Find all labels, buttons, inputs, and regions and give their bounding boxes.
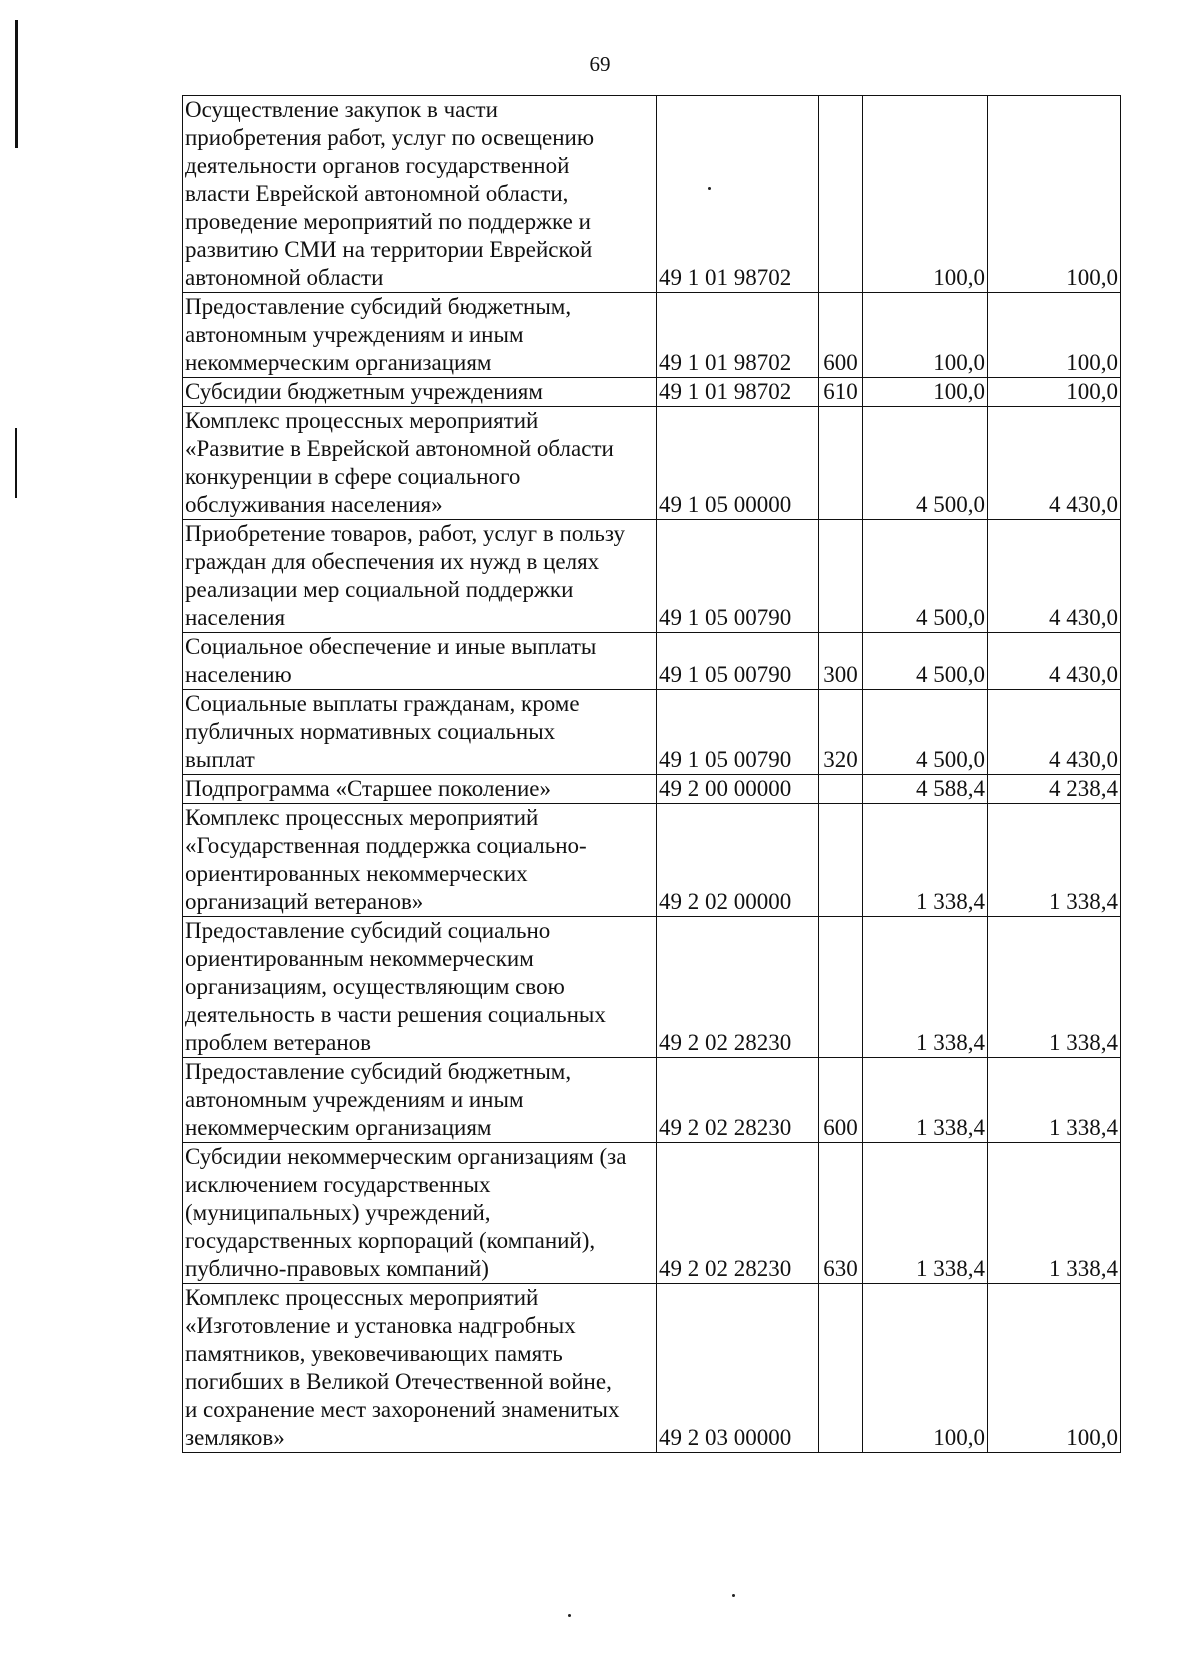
- row-amount-year1: 4 500,0: [863, 633, 988, 690]
- row-amount-year2: 1 338,4: [988, 804, 1121, 917]
- row-amount-year2: 100,0: [988, 96, 1121, 293]
- row-amount-year2: 100,0: [988, 1284, 1121, 1453]
- row-amount-year1: 1 338,4: [863, 1143, 988, 1284]
- row-amount-year2: 1 338,4: [988, 917, 1121, 1058]
- row-target-code: 49 2 02 28230: [657, 1143, 819, 1284]
- row-description: Осуществление закупок в части приобретения работ, услуг по освещению деятельности органов государственной власти Еврейской автономной области, проведение мероприятий по поддержке и развитию СМИ на территории Еврейской автономной области: [183, 96, 657, 293]
- table-row: [183, 1143, 1121, 1284]
- row-target-code: 49 1 05 00790: [657, 633, 819, 690]
- row-amount-year1: 1 338,4: [863, 1058, 988, 1143]
- row-amount-year2: 4 238,4: [988, 775, 1121, 804]
- budget-table: [182, 95, 1121, 1453]
- row-description: Предоставление субсидий бюджетным, автономным учреждениям и иным некоммерческим организациям: [183, 293, 657, 378]
- row-amount-year1: 100,0: [863, 1284, 988, 1453]
- row-target-code: 49 1 01 98702: [657, 96, 819, 293]
- table-row: [183, 804, 1121, 917]
- table-row: [183, 690, 1121, 775]
- row-expense-type: 320: [819, 690, 863, 775]
- row-target-code: 49 1 05 00790: [657, 690, 819, 775]
- row-expense-type: [819, 775, 863, 804]
- scan-speck: [568, 1614, 571, 1617]
- table-row: [183, 1058, 1121, 1143]
- row-amount-year2: 4 430,0: [988, 633, 1121, 690]
- row-description: Социальные выплаты гражданам, кроме публичных нормативных социальных выплат: [183, 690, 657, 775]
- row-expense-type: 600: [819, 1058, 863, 1143]
- row-expense-type: [819, 917, 863, 1058]
- table-row: [183, 520, 1121, 633]
- scan-edge-mark: [15, 428, 17, 498]
- row-expense-type: [819, 520, 863, 633]
- page-number: 69: [589, 52, 611, 76]
- row-amount-year1: 4 500,0: [863, 407, 988, 520]
- row-target-code: 49 2 03 00000: [657, 1284, 819, 1453]
- row-target-code: 49 2 00 00000: [657, 775, 819, 804]
- row-target-code: 49 2 02 00000: [657, 804, 819, 917]
- scan-edge-mark: [15, 20, 18, 148]
- row-description: Комплекс процессных мероприятий «Изготовление и установка надгробных памятников, увековечивающих память погибших в Великой Отечественной войне, и сохранение мест захоронений знаменитых земляков»: [183, 1284, 657, 1453]
- row-amount-year1: 1 338,4: [863, 804, 988, 917]
- row-description: Субсидии бюджетным учреждениям: [183, 378, 657, 407]
- row-description: Социальное обеспечение и иные выплаты населению: [183, 633, 657, 690]
- table-row: [183, 775, 1121, 804]
- table-row: [183, 96, 1121, 293]
- scan-speck: [732, 1594, 735, 1597]
- row-description: Подпрограмма «Старшее поколение»: [183, 775, 657, 804]
- row-expense-type: [819, 804, 863, 917]
- row-expense-type: [819, 407, 863, 520]
- row-amount-year2: 100,0: [988, 293, 1121, 378]
- row-target-code: 49 1 05 00000: [657, 407, 819, 520]
- row-description: Предоставление субсидий социально ориентированным некоммерческим организациям, осуществляющим свою деятельность в части решения социальных проблем ветеранов: [183, 917, 657, 1058]
- row-target-code: 49 2 02 28230: [657, 917, 819, 1058]
- row-amount-year1: 1 338,4: [863, 917, 988, 1058]
- table-row: [183, 1284, 1121, 1453]
- row-expense-type: 610: [819, 378, 863, 407]
- row-target-code: 49 1 05 00790: [657, 520, 819, 633]
- table-row: [183, 917, 1121, 1058]
- row-target-code: 49 1 01 98702: [657, 293, 819, 378]
- table-row: [183, 633, 1121, 690]
- row-description: Комплекс процессных мероприятий «Государственная поддержка социально- ориентированных некоммерческих организаций ветеранов»: [183, 804, 657, 917]
- row-amount-year2: 1 338,4: [988, 1058, 1121, 1143]
- row-amount-year1: 4 500,0: [863, 690, 988, 775]
- row-description: Субсидии некоммерческим организациям (за исключением государственных (муниципальных) учреждений, государственных корпораций (компаний), публично-правовых компаний): [183, 1143, 657, 1284]
- row-description: Предоставление субсидий бюджетным, автономным учреждениям и иным некоммерческим организациям: [183, 1058, 657, 1143]
- row-target-code: 49 1 01 98702: [657, 378, 819, 407]
- table-row: [183, 293, 1121, 378]
- row-amount-year1: 4 500,0: [863, 520, 988, 633]
- row-amount-year1: 100,0: [863, 293, 988, 378]
- row-amount-year2: 100,0: [988, 378, 1121, 407]
- row-expense-type: 630: [819, 1143, 863, 1284]
- row-amount-year1: 100,0: [863, 96, 988, 293]
- row-description: Комплекс процессных мероприятий «Развитие в Еврейской автономной области конкуренции в сфере социального обслуживания населения»: [183, 407, 657, 520]
- row-description: Приобретение товаров, работ, услуг в пользу граждан для обеспечения их нужд в целях реализации мер социальной поддержки населения: [183, 520, 657, 633]
- row-amount-year2: 4 430,0: [988, 520, 1121, 633]
- table-row: [183, 407, 1121, 520]
- table-row: [183, 378, 1121, 407]
- row-target-code: 49 2 02 28230: [657, 1058, 819, 1143]
- row-amount-year1: 4 588,4: [863, 775, 988, 804]
- row-expense-type: [819, 96, 863, 293]
- row-expense-type: [819, 1284, 863, 1453]
- row-amount-year2: 4 430,0: [988, 407, 1121, 520]
- budget-table-body: [183, 96, 1121, 1453]
- row-expense-type: 600: [819, 293, 863, 378]
- row-amount-year2: 1 338,4: [988, 1143, 1121, 1284]
- row-expense-type: 300: [819, 633, 863, 690]
- row-amount-year1: 100,0: [863, 378, 988, 407]
- row-amount-year2: 4 430,0: [988, 690, 1121, 775]
